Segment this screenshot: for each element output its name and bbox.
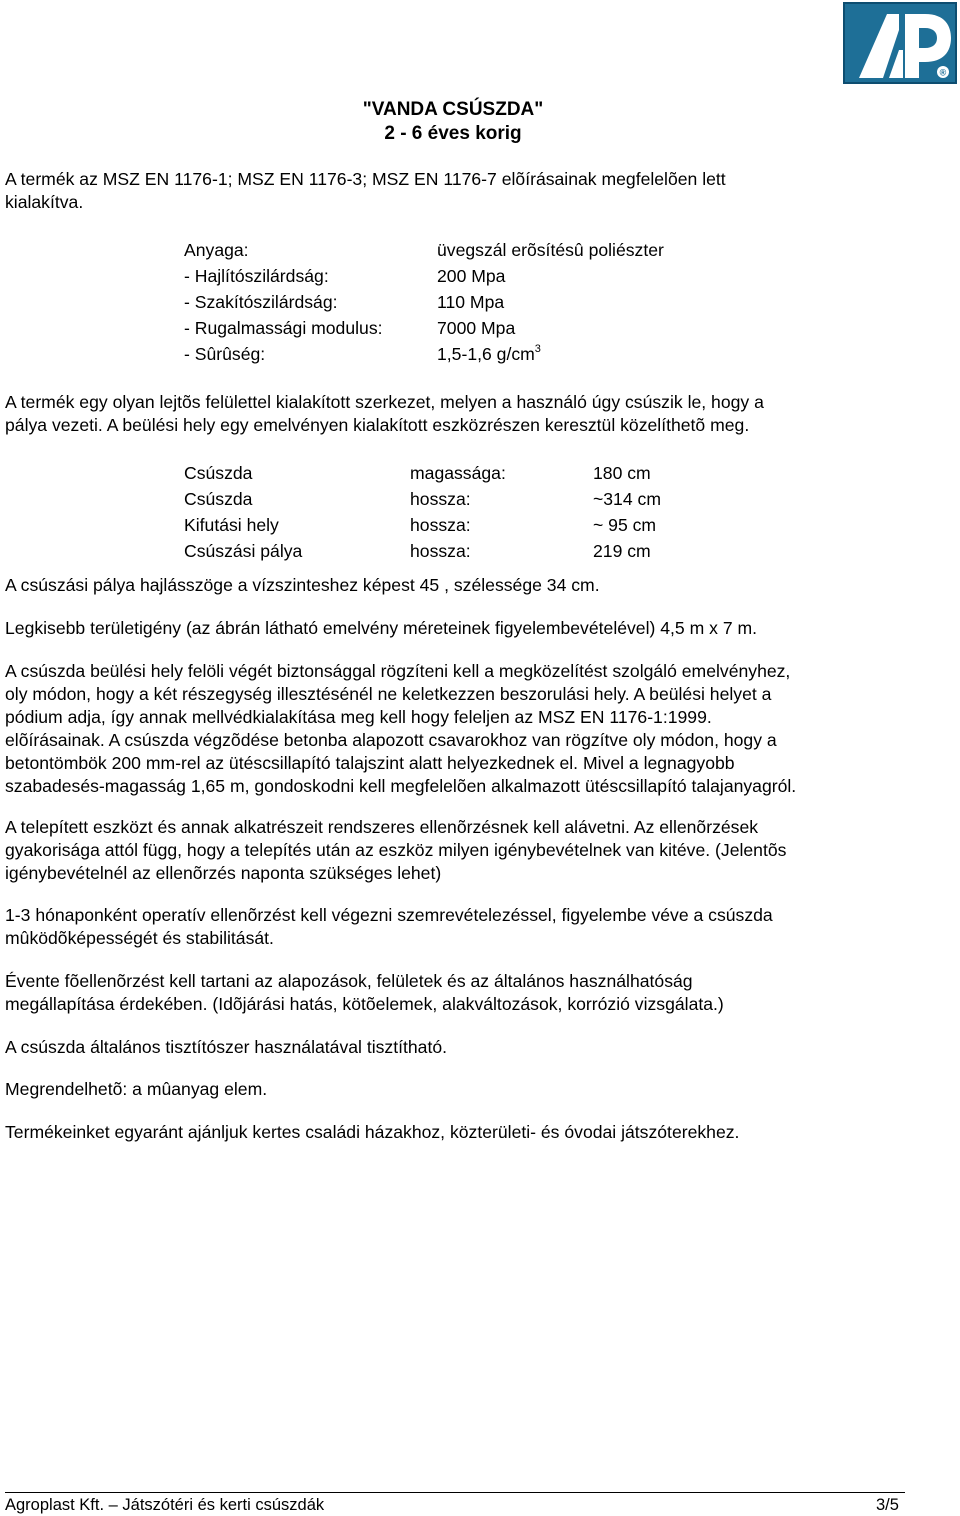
spec-label: Anyaga: — [184, 240, 249, 260]
text-line: 1-3 hónaponként operatív ellenõrzést kell végezni szemrevételezéssel, figyelembe véve a csúszda — [5, 905, 773, 925]
text-line: A termék egy olyan lejtõs felülettel kialakított szerkezet, melyen a használó úgy csúszik le, hogy a — [5, 392, 764, 412]
age-range-subtitle: 2 - 6 éves korig — [384, 123, 522, 144]
text-line: A csúszda általános tisztítószer használatával tisztítható. — [5, 1037, 448, 1057]
dimension-measure: magassága: — [410, 463, 506, 483]
footer-divider — [5, 1492, 905, 1493]
text-line: pódium adja, így annak mellvédkialakítása meg kell hogy feleljen az MSZ EN 1176-1:1999. — [5, 707, 712, 727]
text-line: Legkisebb területigény (az ábrán látható emelvény méreteinek figyelembevételével) 4,5 m x 7 m. — [5, 618, 758, 638]
spec-label: - Sûrûség: — [184, 344, 266, 364]
text-line: A csúszási pálya hajlásszöge a vízszinteshez képest 45 , szélessége 34 cm. — [5, 575, 600, 595]
installation-paragraph — [5, 660, 905, 798]
description-paragraph — [5, 391, 905, 437]
dimension-value: ~314 cm — [593, 489, 661, 509]
text-line: oly módon, hogy a két részegység illesztésénél ne keletkezzen beszorulási hely. A beülési helyet a — [5, 684, 772, 704]
dimension-part: Csúszási pálya — [184, 541, 303, 561]
text-line: megállapítása érdekében. (Idõjárási hatás, kötõelemek, alakváltozások, korrózió vizsgálata.) — [5, 994, 724, 1014]
footer-company: Agroplast Kft. – Játszótéri és kerti csúszdák — [5, 1496, 325, 1514]
text-line: mûködõképességét és stabilitását. — [5, 928, 274, 948]
superscript-exponent: 3 — [534, 343, 541, 355]
document-title: "VANDA CSÚSZDA" — [362, 99, 544, 120]
dimension-value: ~ 95 cm — [593, 515, 657, 535]
density-value: 1,5-1,6 g/cm — [437, 344, 535, 364]
dimension-value: 219 cm — [593, 541, 651, 561]
area-note — [5, 617, 905, 640]
recommendation-note — [5, 1121, 905, 1144]
dimension-part: Csúszda — [184, 463, 253, 483]
order-note — [5, 1078, 905, 1101]
dimension-measure: hossza: — [410, 515, 471, 535]
dimension-part: Csúszda — [184, 489, 253, 509]
text-line: Évente fõellenõrzést kell tartani az alapozások, felületek és az általános használhatóság — [5, 971, 693, 991]
angle-note — [5, 574, 905, 597]
spec-label: - Hajlítószilárdság: — [184, 266, 329, 286]
registered-mark: ® — [939, 67, 947, 78]
spec-label: - Szakítószilárdság: — [184, 292, 338, 312]
operative-check-paragraph — [5, 904, 905, 950]
text-line: A csúszda beülési hely felöli végét biztonsággal rögzíteni kell a megközelítést szolgáló emelvényhez, — [5, 661, 791, 681]
text-line: Termékeinket egyaránt ajánljuk kertes családi házakhoz, közterületi- és óvodai játszóterekhez. — [5, 1122, 740, 1142]
annual-check-paragraph — [5, 970, 905, 1016]
text-line: elõírásainak. A csúszda végzõdése betonba alapozott csavarokhoz van rögzítve oly módon, hogy a — [5, 730, 777, 750]
spec-value: 200 Mpa — [437, 266, 506, 286]
text-line: pálya vezeti. A beülési hely egy emelvényen kialakított eszközrészen keresztül közelíthetõ meg. — [5, 415, 750, 435]
inspection-paragraph — [5, 816, 905, 885]
intro-paragraph — [5, 168, 905, 214]
text-line: A telepített eszközt és annak alkatrészeit rendszeres ellenõrzésnek kell alávetni. Az ellenõrzések — [5, 817, 759, 837]
spec-value: üvegszál erõsítésû poliészter — [437, 240, 664, 260]
text-line: gyakorisága attól függ, hogy a telepítés után az eszköz milyen igénybevételnek van kitéve. (Jelentõs — [5, 840, 787, 860]
text-line: betontömbök 200 mm-rel az ütéscsillapító talajszint alatt helyezkednek el. Mivel a legnagyobb — [5, 753, 735, 773]
agroplast-logo-icon — [843, 2, 957, 84]
text-line: A termék az MSZ EN 1176-1; MSZ EN 1176-3; MSZ EN 1176-7 elõírásainak megfelelõen lett — [5, 169, 726, 189]
spec-label: - Rugalmassági modulus: — [184, 318, 383, 338]
text-line: szabadesés-magasság 1,65 m, gondoskodni kell megfelelõen alkalmazott ütéscsillapító talajanyagról. — [5, 776, 797, 796]
dimension-measure: hossza: — [410, 489, 471, 509]
text-line: igénybevételnél az ellenõrzés naponta szükséges lehet) — [5, 863, 442, 883]
spec-value: 110 Mpa — [437, 292, 505, 312]
dimension-part: Kifutási hely — [184, 515, 279, 535]
dimension-measure: hossza: — [410, 541, 471, 561]
text-line: kialakítva. — [5, 192, 84, 212]
spec-value: 7000 Mpa — [437, 318, 516, 338]
text-line: Megrendelhetõ: a mûanyag elem. — [5, 1079, 268, 1099]
dimension-value: 180 cm — [593, 463, 651, 483]
footer-page-number: 3/5 — [876, 1496, 899, 1514]
cleaning-note — [5, 1036, 905, 1059]
spec-value — [437, 343, 541, 366]
